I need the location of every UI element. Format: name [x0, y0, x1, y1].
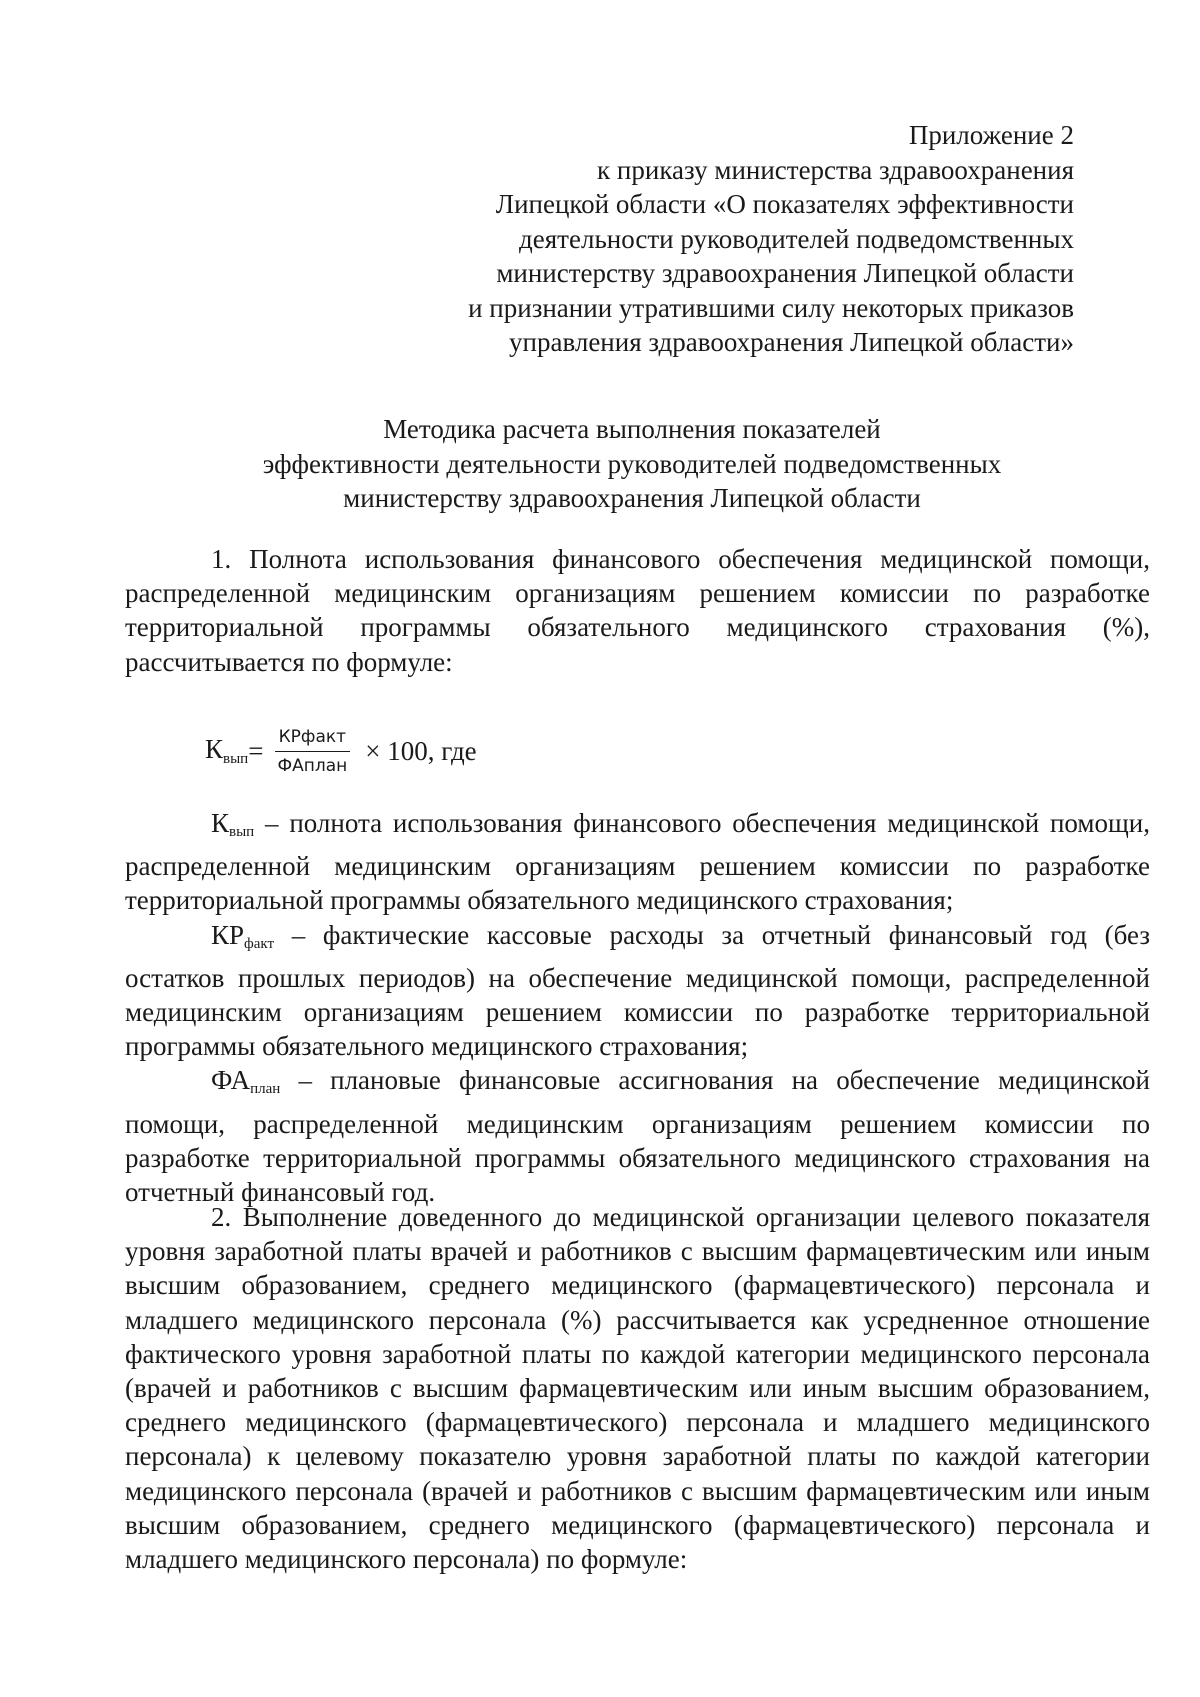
- formula-kvyp: [205, 716, 477, 786]
- definition-faplan: [125, 1063, 1150, 1209]
- appendix-line: деятельности руководителей подведомственных: [519, 223, 1074, 254]
- section-1-paragraph: 1. Полнота использования финансового обеспечения медицинской помощи, распределенной медицинским организациям решением комиссии по разработке территориальной программы обязательного медицинского страхования (%), рассчитывается по формуле:: [125, 544, 1150, 677]
- definition-symbol: К: [211, 808, 230, 838]
- definition-subscript: план: [250, 1081, 281, 1098]
- section-2: [125, 1200, 1150, 1576]
- definition-kvyp: [125, 806, 1150, 918]
- appendix-line: министерству здравоохранения Липецкой области: [496, 258, 1074, 288]
- formula-equals: =: [248, 735, 264, 766]
- title-line: министерству здравоохранения Липецкой области: [343, 483, 921, 513]
- appendix-header: [468, 118, 1074, 360]
- section-2-paragraph: 2. Выполнение доведенного до медицинской организации целевого показателя уровня заработной платы врачей и работников с высшим фармацевтическим или иным высшим образованием, среднего медицинского (фармацевтического) персонала и младшего медицинского персонала (%) рассчитывается как усредненное отношение фактического уровня заработной платы по каждой категории медицинского персонала (врачей и работников с высшим фармацевтическим или иным высшим образованием, среднего медицинского (фармацевтического) персонала и младшего медицинского персонала) к целевому показателю уровня заработной платы по каждой категории медицинского персонала (врачей и работников с высшим фармацевтическим или иным высшим образованием, среднего медицинского (фармацевтического) персонала и младшего медицинского персонала) по формуле:: [125, 1202, 1150, 1575]
- title-line: эффективности деятельности руководителей подведомственных: [262, 448, 1002, 479]
- appendix-line: и признании утратившими силу некоторых приказов: [468, 292, 1074, 323]
- definition-text: – плановые финансовые ассигнования на обеспечение медицинской помощи, распределенной медицинским организациям решением комиссии по разработке территориальной программы обязательного медицинского страхования на отчетный финансовый год.: [125, 1065, 1150, 1208]
- formula-lhs: [205, 734, 248, 768]
- title-line: Методика расчета выполнения показателей: [383, 414, 881, 444]
- definition-subscript: вып: [229, 824, 255, 840]
- definitions: [125, 806, 1150, 1209]
- definition-symbol: КР: [211, 919, 245, 950]
- appendix-line: к приказу министерства здравоохранения: [597, 154, 1074, 185]
- formula-denominator: ФАплан: [277, 755, 348, 776]
- formula-tail: × 100, где: [365, 735, 477, 766]
- formula-lhs-subscript: вып: [223, 751, 249, 767]
- formula-numerator: КРфакт: [275, 726, 350, 752]
- definition-krfakt: [125, 918, 1150, 1064]
- formula-fraction: [273, 726, 351, 777]
- formula-lhs-symbol: К: [205, 734, 224, 764]
- document-title: [0, 412, 1200, 516]
- definition-subscript: факт: [244, 935, 275, 952]
- definition-symbol: ФА: [211, 1065, 251, 1096]
- definition-text: – фактические кассовые расходы за отчетный финансовый год (без остатков прошлых периодов) на обеспечение медицинской помощи, распределенной медицинским организациям решением комиссии по разработке территориальной программы обязательного медицинского страхования;: [125, 919, 1150, 1062]
- appendix-line: Липецкой области «О показателях эффективности: [495, 189, 1074, 219]
- appendix-line: управления здравоохранения Липецкой области»: [509, 327, 1074, 357]
- section-1: [125, 542, 1150, 679]
- definition-text: – полнота использования финансового обеспечения медицинской помощи, распределенной медицинским организациям решением комиссии по разработке территориальной программы обязательного медицинского страхования;: [125, 808, 1150, 916]
- appendix-line: Приложение 2: [908, 120, 1074, 150]
